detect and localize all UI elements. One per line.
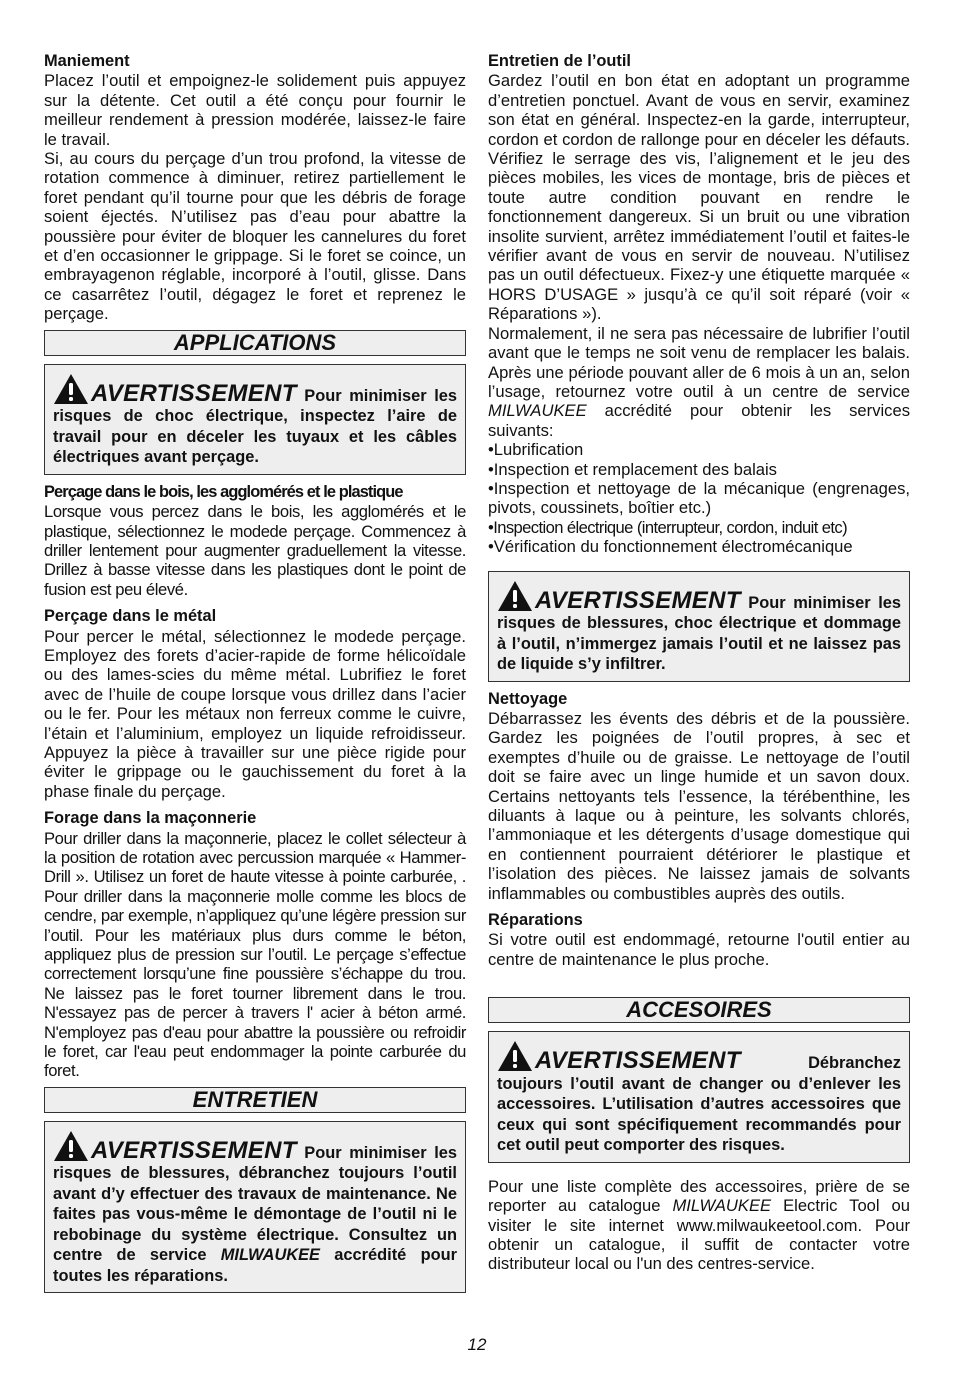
nettoyage-heading: Nettoyage [488, 689, 568, 708]
metal-heading: Perçage dans le métal [44, 607, 217, 626]
reparations-paragraph: Si votre outil est endommagé, retourne l'outil entier au centre de maintenance le plus proche. [488, 930, 910, 969]
warning-label: AVERTISSEMENT [91, 1136, 297, 1164]
service-list-item: •Vérification du fonctionnement électromécanique [488, 537, 853, 557]
paragraph-text-a: Pour une liste complète des accessoires, prière de se reporter au catalogue [488, 1176, 910, 1216]
brand-name: MILWAUKEE [672, 1196, 772, 1216]
entretien-outil-paragraph-1: Gardez l’outil en bon état en adoptant un programme d’entretien ponctuel. Avant de vous en servir, examinez son état en général. Inspectez-en la garde, interrupteur, cordon et cordon de rallonge pour en déceler les défauts. Vérifiez le serrage des vis, l’alignement et le jeu des pièces mobiles, les vices de montage, bris de pièces et toute autre condition pouvant en rendre le fonctionnement dangereux. Si un bruit ou une vibration insolite survient, arrêtez immédiatement l’outil et faites-le vérifier avant de vous en servir de nouveau. N’utilisez pas un outil défectueux. Fixez-y une étiquette marquée « HORS D’USAGE » jusqu’à ce qu’il soit réparé (voir « Réparations »). [488, 71, 910, 324]
warning-triangle-icon [53, 373, 89, 405]
warning-label: AVERTISSEMENT [535, 1047, 741, 1075]
left-column [44, 52, 466, 1301]
page-number: 12 [467, 1335, 487, 1354]
warning-box-electric-shock [44, 364, 466, 475]
maconnerie-heading: Forage dans la maçonnerie [44, 809, 257, 828]
reparations-heading: Réparations [488, 911, 583, 930]
warning-text: Pour minimiser les risques de choc électrique, inspectez l’aire de travail pour en déceler les tuyaux et les câbles électriques avant perçage. [53, 386, 457, 467]
right-column [488, 52, 910, 1274]
paragraph-text-a: Normalement, il ne sera pas nécessaire de lubrifier l’outil avant que le temps ne soit venu de remplacer les balais. Après une période pouvant aller de 6 mois à un an, selon l’usage, retournez votre outil à un centre de service [488, 323, 910, 401]
warning-box-maintenance [44, 1121, 466, 1294]
warning-triangle-icon [53, 1130, 89, 1162]
service-list-item: •Inspection et remplacement des balais [488, 459, 777, 479]
maniement-heading: Maniement [44, 52, 130, 70]
warning-triangle-icon [497, 580, 533, 612]
service-list-item: •Inspection et nettoyage de la mécanique (engrenages, pivots, coussinets, boîtier etc.) [488, 478, 910, 518]
paragraph-text-b: accrédité pour obtenir les services suivants: [488, 401, 910, 440]
entretien-outil-paragraph-2 [488, 324, 910, 440]
warning-box-accessories [488, 1031, 910, 1163]
accesoires-section-title: ACCESOIRES [488, 997, 910, 1023]
brand-name: MILWAUKEE [220, 1246, 320, 1265]
warning-text-a: Pour minimiser les risques de blessures, débranchez toujours l’outil avant d’y effectuer des travaux de maintenance. Ne faites pas vous-même le démontage de l’outil ni le rebobinage du système électrique. Consultez un centre de service [53, 1143, 457, 1265]
warning-label: AVERTISSEMENT [91, 379, 297, 407]
entretien-outil-heading: Entretien de l’outil [488, 52, 631, 70]
entretien-section-title: ENTRETIEN [44, 1087, 466, 1113]
warning-text: Pour minimiser les risques de blessures, choc électrique et dommage à l’outil, n’immergez jamais l’outil et ne laissez pas de liquide s’y infiltrer. [497, 593, 901, 674]
paragraph-text-b: Electric Tool ou visiter le site internet www.milwaukeetool.com. Pour obtenir un catalogue, il suffit de contacter votre distributeur local ou l'un des centres-service. [488, 1196, 911, 1274]
service-list-item: •Lubrification [488, 440, 584, 460]
warning-label: AVERTISSEMENT [535, 586, 741, 614]
maniement-paragraph-2: Si, au cours du perçage d’un trou profond, la vitesse de rotation commence à diminuer, retirez partiellement le foret pendant qu’il tourne pour que les débris de forage soient éjectés. N’utilisez pas d’eau pour abattre la poussière pour éviter de bloquer les cannelures du foret et d’en occasionner le grippage. Si le foret se coince, un embrayagenon réglable, incorporé à l’outil, glisse. Dans ce casarrêtez l’outil, dégagez le foret et reprenez le perçage. [44, 149, 466, 324]
maconnerie-paragraph: Pour driller dans la maçonnerie, placez le collet sélecteur à la position de rotation avec percussion marquée « Hammer-Drill ». Utilisez un foret de haute vitesse à pointe carburée, . Pour driller dans la maçonnerie molle comme les blocs de cendre, par exemple, n’appliquez qu’une légère pression sur l’outil. Pour les matériaux plus durs comme le béton, appliquez plus de pression sur l’outil. Le perçage s’effectue correctement lorsqu’une fine poussière s’échappe du trou. Ne laissez pas le foret tourner librement dans le trou. N'essayez pas de percer à travers l' acier à béton armé. N'employez pas d'eau pour abattre la poussière ou refroidir le foret, car l'eau peut endommager la pointe carburée du foret. [44, 828, 466, 1081]
warning-triangle-icon [497, 1040, 533, 1072]
applications-section-title: APPLICATIONS [44, 330, 466, 356]
nettoyage-paragraph: Débarrassez les évents des débris et de la poussière. Gardez les poignées de l’outil propres, à sec et exemptes d’huile ou de graisse. Le nettoyage de l’outil doit se faire avec un linge humide et un savon doux. Certains nettoyants tels l’essence, la térébenthine, les diluants à laque ou à peinture, les solvants chlorés, l’ammoniaque et les détergents d’usage domestique qui en contiennent pourraient détériorer le plastique et l’isolation des pièces. Ne laissez jamais de solvants inflammables ou combustibles auprès des outils. [488, 708, 910, 903]
warning-text: Débranchez toujours l’outil avant de changer ou d’enlever les accessoires. L’utilisation d’autres accessoires que ceux qui sont spécifiquement recommandés pour cet outil peut comporter des risques. [497, 1054, 901, 1155]
bois-paragraph: Lorsque vous percez dans le bois, les agglomérés et le plastique, sélectionnez le modede perçage. Commencez à driller lentement pour augmenter graduellement la vitesse. Drillez à basse vitesse dans les plastiques dont le point de fusion est peu élevé. [44, 502, 466, 599]
service-list-item: •Inspection électrique (interrupteur, cordon, induit etc) [488, 517, 848, 537]
metal-paragraph: Pour percer le métal, sélectionnez le modede perçage. Employez des forets d’acier-rapide de forme hélicoïdale ou des lames-scies du même métal. Lubrifiez le foret avec de l’huile de coupe lorsque vous drillez dans l’acier ou le fer. Pour les métaux non ferreux comme le cuivre, l’étain et l’aluminium, employez un liquide refroidisseur. Appuyez la pièce à travailler sur une pièce rigide pour éviter le grippage ou le gauchissement du foret à la phase finale du perçage. [44, 626, 466, 801]
warning-text-b: accrédité pour toutes les réparations. [53, 1246, 457, 1285]
warning-box-immersion [488, 571, 910, 682]
catalogue-paragraph [488, 1177, 910, 1274]
bois-heading: Perçage dans le bois, les agglomérés et le plastique [44, 482, 403, 501]
maniement-paragraph-1: Placez l’outil et empoignez-le solidement puis appuyez sur la détente. Cet outil a été conçu pour fournir le meilleur rendement à pression modérée, laissez-le faire le travail. [44, 71, 466, 149]
brand-name: MILWAUKEE [488, 401, 587, 421]
